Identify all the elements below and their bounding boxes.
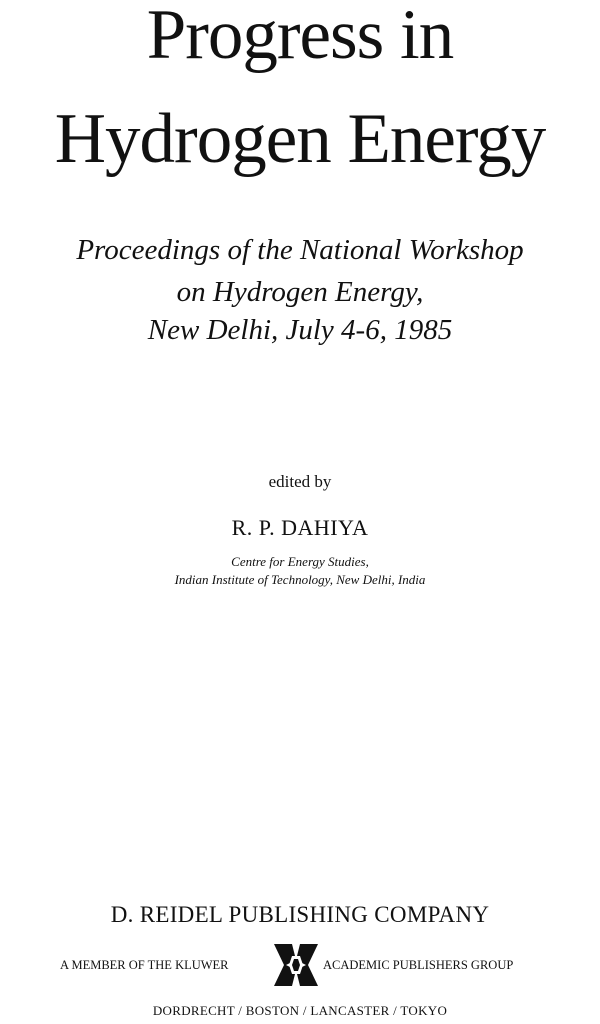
publisher-group-right: ACADEMIC PUBLISHERS GROUP: [323, 958, 514, 972]
editor-name: R. P. DAHIYA: [231, 515, 369, 540]
publisher-cities: DORDRECHT / BOSTON / LANCASTER / TOKYO: [152, 1003, 448, 1018]
kluwer-logo-icon: [272, 942, 320, 988]
book-title-line-1: Progress in: [146, 0, 454, 74]
editor-affiliation-line-2: Indian Institute of Technology, New Delhi, India: [174, 572, 426, 587]
subtitle-line-2: on Hydrogen Energy,: [176, 276, 424, 308]
publisher-group-left: A MEMBER OF THE KLUWER: [60, 958, 229, 972]
edited-by-label: edited by: [268, 472, 332, 491]
editor-affiliation-line-1: Centre for Energy Studies,: [231, 554, 369, 569]
subtitle-line-3: New Delhi, July 4-6, 1985: [147, 314, 453, 346]
publisher-name: D. REIDEL PUBLISHING COMPANY: [110, 902, 490, 927]
book-title-line-2: Hydrogen Energy: [54, 100, 546, 178]
subtitle-line-1: Proceedings of the National Workshop: [76, 234, 524, 266]
publisher-group-row: [0, 942, 600, 988]
